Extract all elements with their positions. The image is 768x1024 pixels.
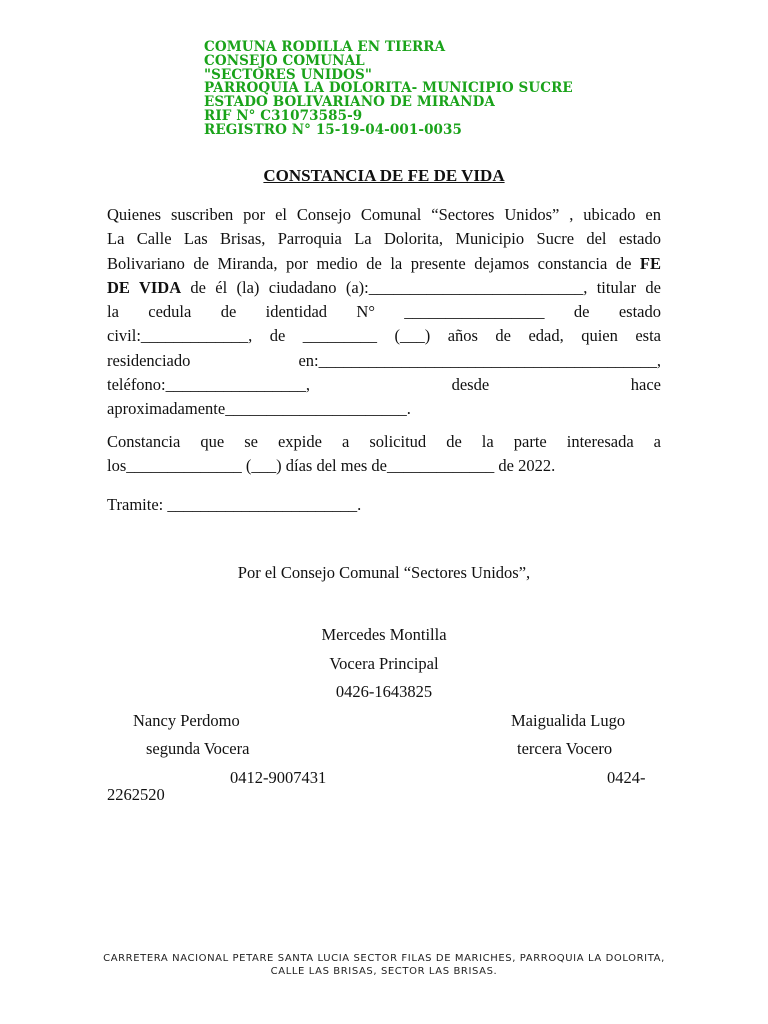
letterhead-line: REGISTRO N° 15-19-04-001-0035 — [204, 121, 463, 138]
paragraph-line: civil:_____________, de _________ (___) años de edad, quien esta — [107, 326, 661, 346]
signoff-text: Por el Consejo Comunal “Sectores Unidos”, — [237, 563, 531, 582]
principal-role: Vocera Principal — [329, 654, 439, 673]
paragraph-line: Quienes suscriben por el Consejo Comunal “Sectores Unidos” , ubicado en — [107, 205, 661, 224]
paragraph-line: aproximadamente______________________. — [107, 399, 411, 419]
second-phone: 0412-9007431 — [230, 768, 327, 787]
principal-phone: 0426-1643825 — [335, 682, 433, 701]
paragraph-line: La Calle Las Brisas, Parroquia La Dolorita, Municipio Sucre del estado — [107, 229, 661, 249]
paragraph-text: Bolivariano de Miranda, por medio de la presente dejamos constancia de — [107, 253, 640, 273]
paragraph-line — [107, 252, 661, 276]
paragraph-bold-text: FE — [639, 253, 661, 273]
second-name: Nancy Perdomo — [133, 711, 240, 730]
letterhead-line: CONSEJO COMUNAL — [204, 52, 365, 69]
third-name: Maigualida Lugo — [511, 711, 626, 730]
paragraph-line — [107, 276, 661, 300]
paragraph-line: la cedula de identidad N° _________________ de estado — [107, 302, 661, 322]
paragraph-line: los______________ (___) días del mes de_____________ de 2022. — [107, 456, 556, 476]
footer-address — [0, 953, 768, 978]
letterhead-line: "SECTORES UNIDOS" — [204, 66, 372, 83]
letterhead — [204, 41, 573, 138]
letterhead-line: COMUNA RODILLA EN TIERRA — [204, 39, 446, 55]
paragraph-line: Constancia que se expide a solicitud de la parte interesada a — [107, 432, 661, 451]
third-phone-part2: 2262520 — [107, 785, 165, 804]
footer-line: CARRETERA NACIONAL PETARE SANTA LUCIA SECTOR FILAS DE MARICHES, PARROQUIA LA DOLORITA, — [103, 953, 665, 964]
letterhead-line: PARROQUIA LA DOLORITA- MUNICIPIO SUCRE — [204, 80, 573, 97]
document-title: CONSTANCIA DE FE DE VIDA — [263, 166, 505, 185]
issuance-paragraph — [107, 430, 661, 479]
letterhead-line: ESTADO BOLIVARIANO DE MIRANDA — [204, 94, 495, 111]
tramite-line: Tramite: _______________________. — [107, 495, 362, 514]
third-role: tercera Vocero — [517, 739, 613, 758]
paragraph-text: de él (la) ciudadano (a):__________________________, titular de — [181, 277, 661, 297]
certificate-paragraph — [107, 203, 661, 422]
second-role: segunda Vocera — [146, 739, 250, 758]
footer-line: CALLE LAS BRISAS, SECTOR LAS BRISAS. — [270, 965, 498, 977]
paragraph-line: residenciado en:_________________________________________, — [107, 350, 661, 370]
letterhead-line: RIF N° C31073585-9 — [204, 107, 363, 124]
third-phone-part1: 0424- — [607, 768, 646, 787]
paragraph-bold-text: DE VIDA — [107, 277, 182, 297]
paragraph-line: teléfono:_________________, desde hace — [107, 375, 661, 395]
principal-name: Mercedes Montilla — [321, 625, 447, 644]
